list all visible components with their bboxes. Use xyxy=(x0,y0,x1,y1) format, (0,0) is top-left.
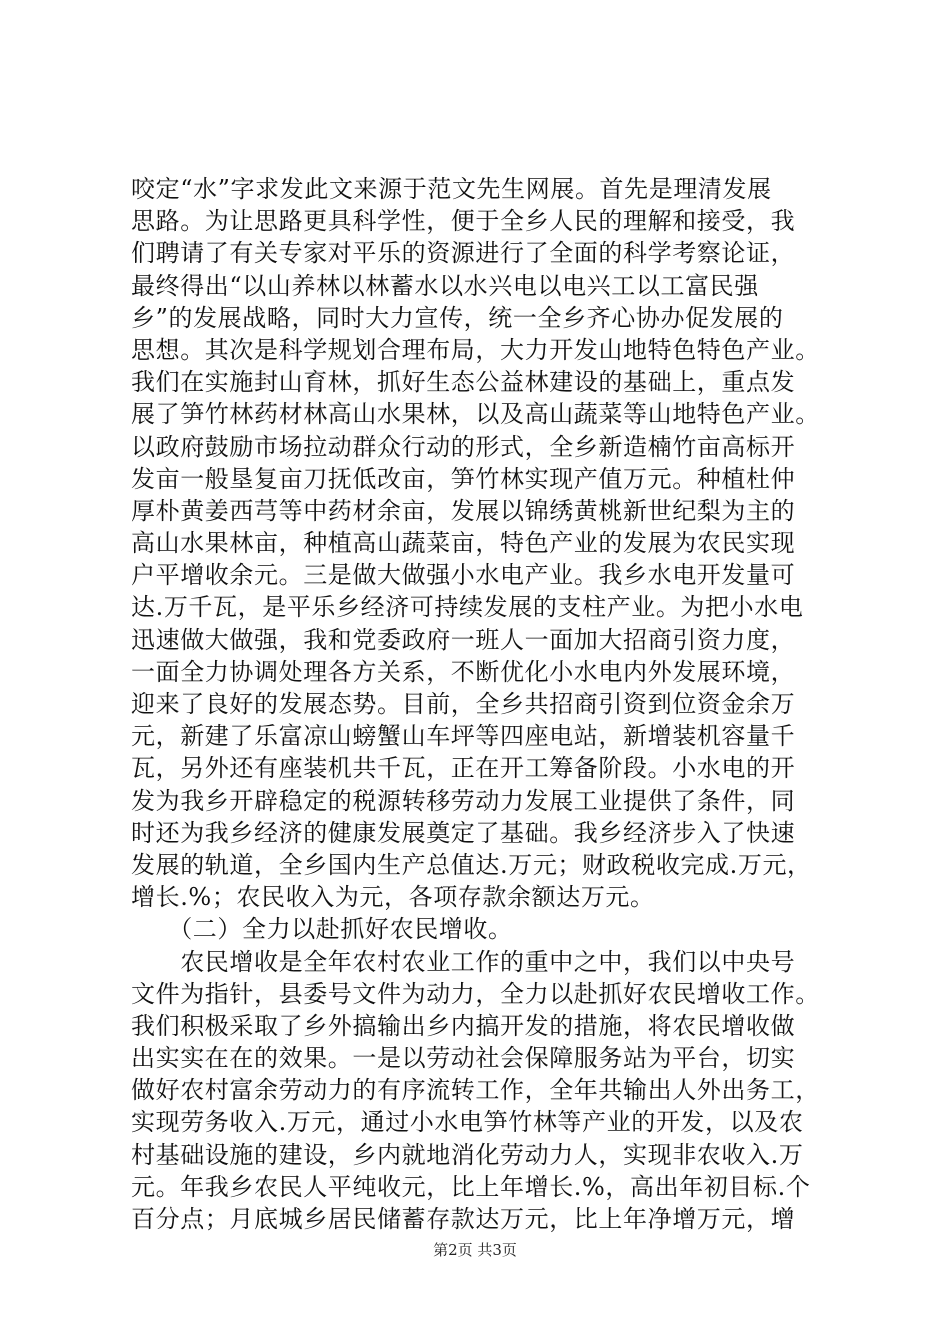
text-line: 展了笋竹林药材林高山水果林，以及高山蔬菜等山地特色产业。 xyxy=(131,400,820,429)
text-line: 高山水果林亩，种植高山蔬菜亩，特色产业的发展为农民实现 xyxy=(131,529,796,558)
text-line: 我们在实施封山育林，抓好生态公益林建设的基础上，重点发 xyxy=(131,368,796,397)
text-line: 们聘请了有关专家对平乐的资源进行了全面的科学考察论证， xyxy=(131,239,796,268)
text-line: 百分点；月底城乡居民储蓄存款达万元，比上年净增万元，增 xyxy=(131,1205,796,1233)
text-line: 时还为我乡经济的健康发展奠定了基础。我乡经济步入了快速 xyxy=(131,818,796,847)
text-line: 发亩一般垦复亩刀抚低改亩，笋竹林实现产值万元。种植杜仲 xyxy=(131,464,796,493)
page-footer xyxy=(0,1240,950,1260)
section-heading: （二）全力以赴抓好农民增收。 xyxy=(131,915,513,944)
text-line: 村基础设施的建设，乡内就地消化劳动力人，实现非农收入.万 xyxy=(131,1140,804,1169)
text-line: 厚朴黄姜西芎等中药材余亩，发展以锦绣黄桃新世纪梨为主的 xyxy=(131,496,796,525)
text-line: 以政府鼓励市场拉动群众行动的形式，全乡新造楠竹亩高标开 xyxy=(131,432,796,461)
text-line: 发为我乡开辟稳定的税源转移劳动力发展工业提供了条件，同 xyxy=(131,786,796,815)
text-line: 户平增收余元。三是做大做强小水电产业。我乡水电开发量可 xyxy=(131,561,796,590)
text-line: 元，新建了乐富凉山螃蟹山车坪等四座电站，新增装机容量千 xyxy=(131,722,796,751)
text-line: 思路。为让思路更具科学性，便于全乡人民的理解和接受，我 xyxy=(131,207,796,236)
page-number: 第2页 共3页 xyxy=(433,1241,517,1259)
text-line: 一面全力协调处理各方关系，不断优化小水电内外发展环境， xyxy=(131,657,796,686)
text-line: 增长.%；农民收入为元，各项存款余额达万元。 xyxy=(131,883,655,912)
text-line: 做好农村富余劳动力的有序流转工作，全年共输出人外出务工， xyxy=(131,1076,820,1105)
text-line: 咬定“水”字求发此文来源于范文先生网展。首先是理清发展 xyxy=(131,175,772,203)
text-line: 思想。其次是科学规划合理布局，大力开发山地特色特色产业。 xyxy=(131,335,820,364)
text-line: 发展的轨道，全乡国内生产总值达.万元；财政税收完成.万元， xyxy=(131,850,812,879)
text-line: 迎来了良好的发展态势。目前，全乡共招商引资到位资金余万 xyxy=(131,690,796,718)
text-line: 乡”的发展战略，同时大力宣传，统一全乡齐心协办促发展的 xyxy=(131,303,784,332)
document-body xyxy=(131,173,831,1235)
text-line: 实现劳务收入.万元，通过小水电笋竹林等产业的开发，以及农 xyxy=(131,1108,804,1137)
text-line: 文件为指针，县委号文件为动力，全力以赴抓好农民增收工作。 xyxy=(131,979,820,1008)
text-line: 元。年我乡农民人平纯收元，比上年增长.%，高出年初目标.个 xyxy=(131,1172,811,1201)
text-line: 达.万千瓦，是平乐乡经济可持续发展的支柱产业。为把小水电 xyxy=(131,593,804,622)
text-line: 我们积极采取了乡外搞输出乡内搞开发的措施，将农民增收做 xyxy=(131,1011,796,1040)
text-line: 瓦，另外还有座装机共千瓦，正在开工筹备阶段。小水电的开 xyxy=(131,754,796,783)
text-line: 迅速做大做强，我和党委政府一班人一面加大招商引资力度， xyxy=(131,625,796,654)
text-line: 农民增收是全年农村农业工作的重中之中，我们以中央号 xyxy=(131,947,796,976)
text-line: 最终得出“以山养林以林蓄水以水兴电以电兴工以工富民强 xyxy=(131,271,759,300)
text-line: 出实实在在的效果。一是以劳动社会保障服务站为平台，切实 xyxy=(131,1044,796,1073)
